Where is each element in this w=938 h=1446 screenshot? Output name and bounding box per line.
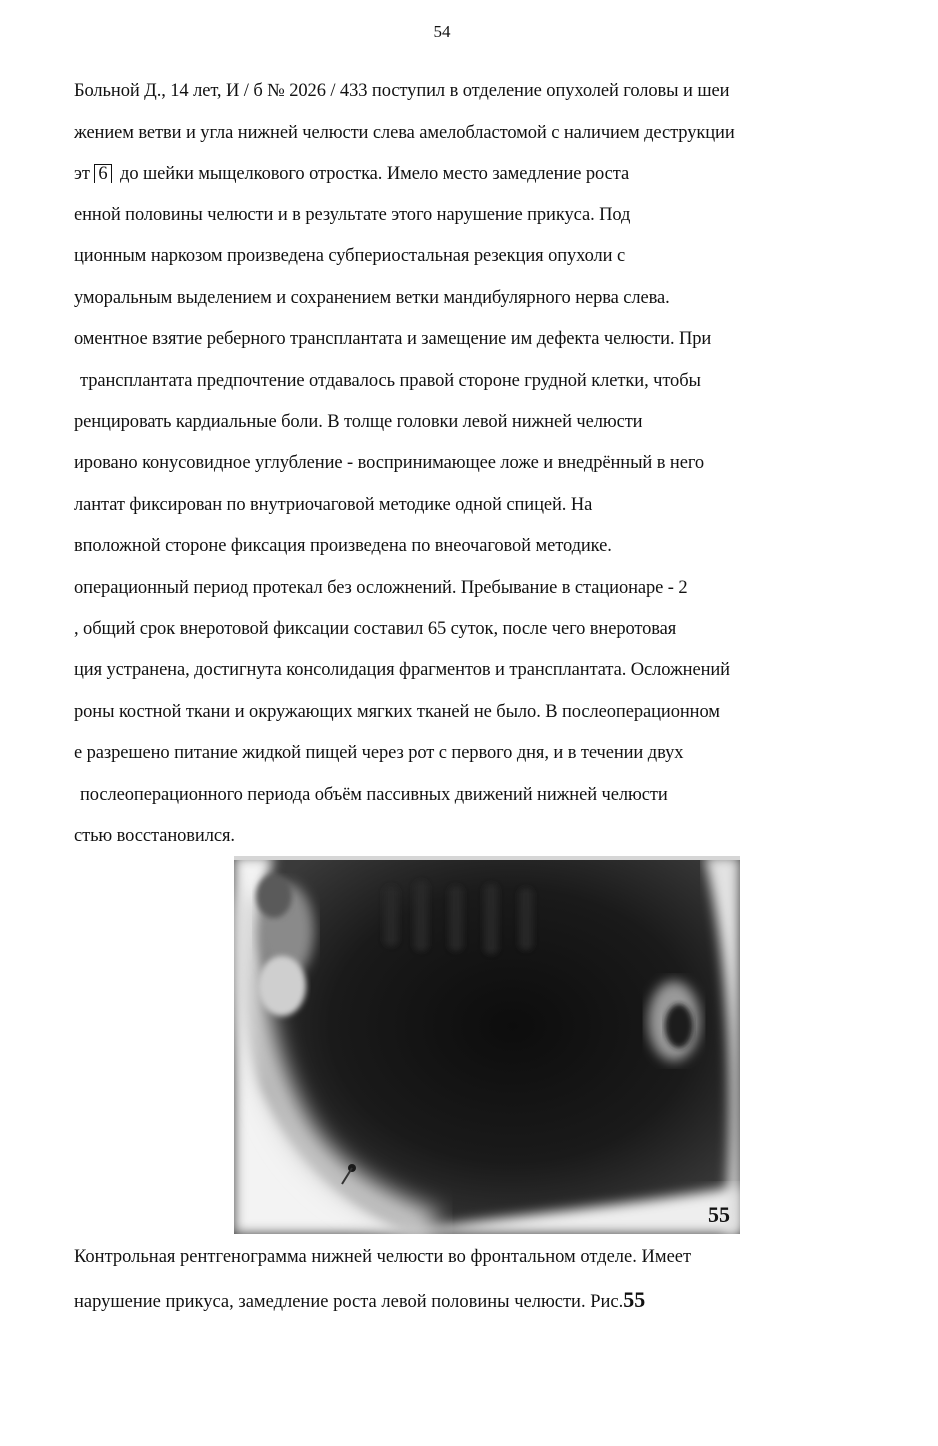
text-line: , общий срок внеротовой фиксации составил 65 суток, после чего внеротовая	[74, 619, 677, 639]
text-line: ировано конусовидное углубление - воспринимающее ложе и внедрённый в него	[74, 453, 704, 473]
xray-drawing	[234, 856, 740, 1234]
tooth-number-box: 6	[94, 164, 111, 183]
caption-text: нарушение прикуса, замедление роста левой половины челюсти. Рис.	[74, 1292, 624, 1312]
text-line: послеоперационного периода объём пассивных движений нижней челюсти	[80, 785, 668, 805]
text-line: Больной Д., 14 лет, И / б № 2026 / 433 поступил в отделение опухолей головы и шеи	[74, 81, 730, 101]
text-line: ционным наркозом произведена субпериостальная резекция опухоли с	[74, 246, 626, 266]
text-line: енной половины челюсти и в результате этого нарушение прикуса. Под	[74, 205, 631, 225]
text-line: уморальным выделением и сохранением ветки мандибулярного нерва слева.	[74, 288, 670, 308]
text-line: оментное взятие реберного трансплантата и замещение им дефекта челюсти. При	[74, 329, 712, 349]
figure-reference: 55	[623, 1287, 646, 1312]
text-line: трансплантата предпочтение отдавалось правой стороне грудной клетки, чтобы	[80, 371, 701, 391]
text-line: ция устранена, достигнута консолидация фрагментов и трансплантата. Осложнений	[74, 660, 730, 680]
page-number: 54	[433, 22, 451, 41]
figure-caption-line: Контрольная рентгенограмма нижней челюсти во фронтальном отделе. Имеет	[74, 1247, 692, 1267]
text-line: жением ветви и угла нижней челюсти слева амелобластомой с наличием деструкции	[74, 123, 735, 143]
text-line: роны костной ткани и окружающих мягких тканей не было. В послеоперационном	[74, 702, 720, 722]
text-line	[74, 163, 629, 185]
text-line: операционный период протекал без осложнений. Пребывание в стационаре - 2	[74, 578, 688, 598]
xray-image	[234, 856, 740, 1234]
text-line: стью восстановился.	[74, 826, 235, 846]
text-fragment: до шейки мыщелкового отростка. Имело место замедление роста	[120, 164, 630, 184]
text-fragment: эт	[74, 164, 90, 184]
figure-caption-line	[74, 1289, 645, 1313]
text-line: е разрешено питание жидкой пищей через рот с первого дня, и в течении двух	[74, 743, 684, 763]
figure-label: 55	[708, 1202, 730, 1227]
text-line: вположной стороне фиксация произведена по внеочаговой методике.	[74, 536, 612, 556]
text-line: лантат фиксирован по внутриочаговой методике одной спицей. На	[74, 495, 593, 515]
text-line: ренцировать кардиальные боли. В толще головки левой нижней челюсти	[74, 412, 643, 432]
